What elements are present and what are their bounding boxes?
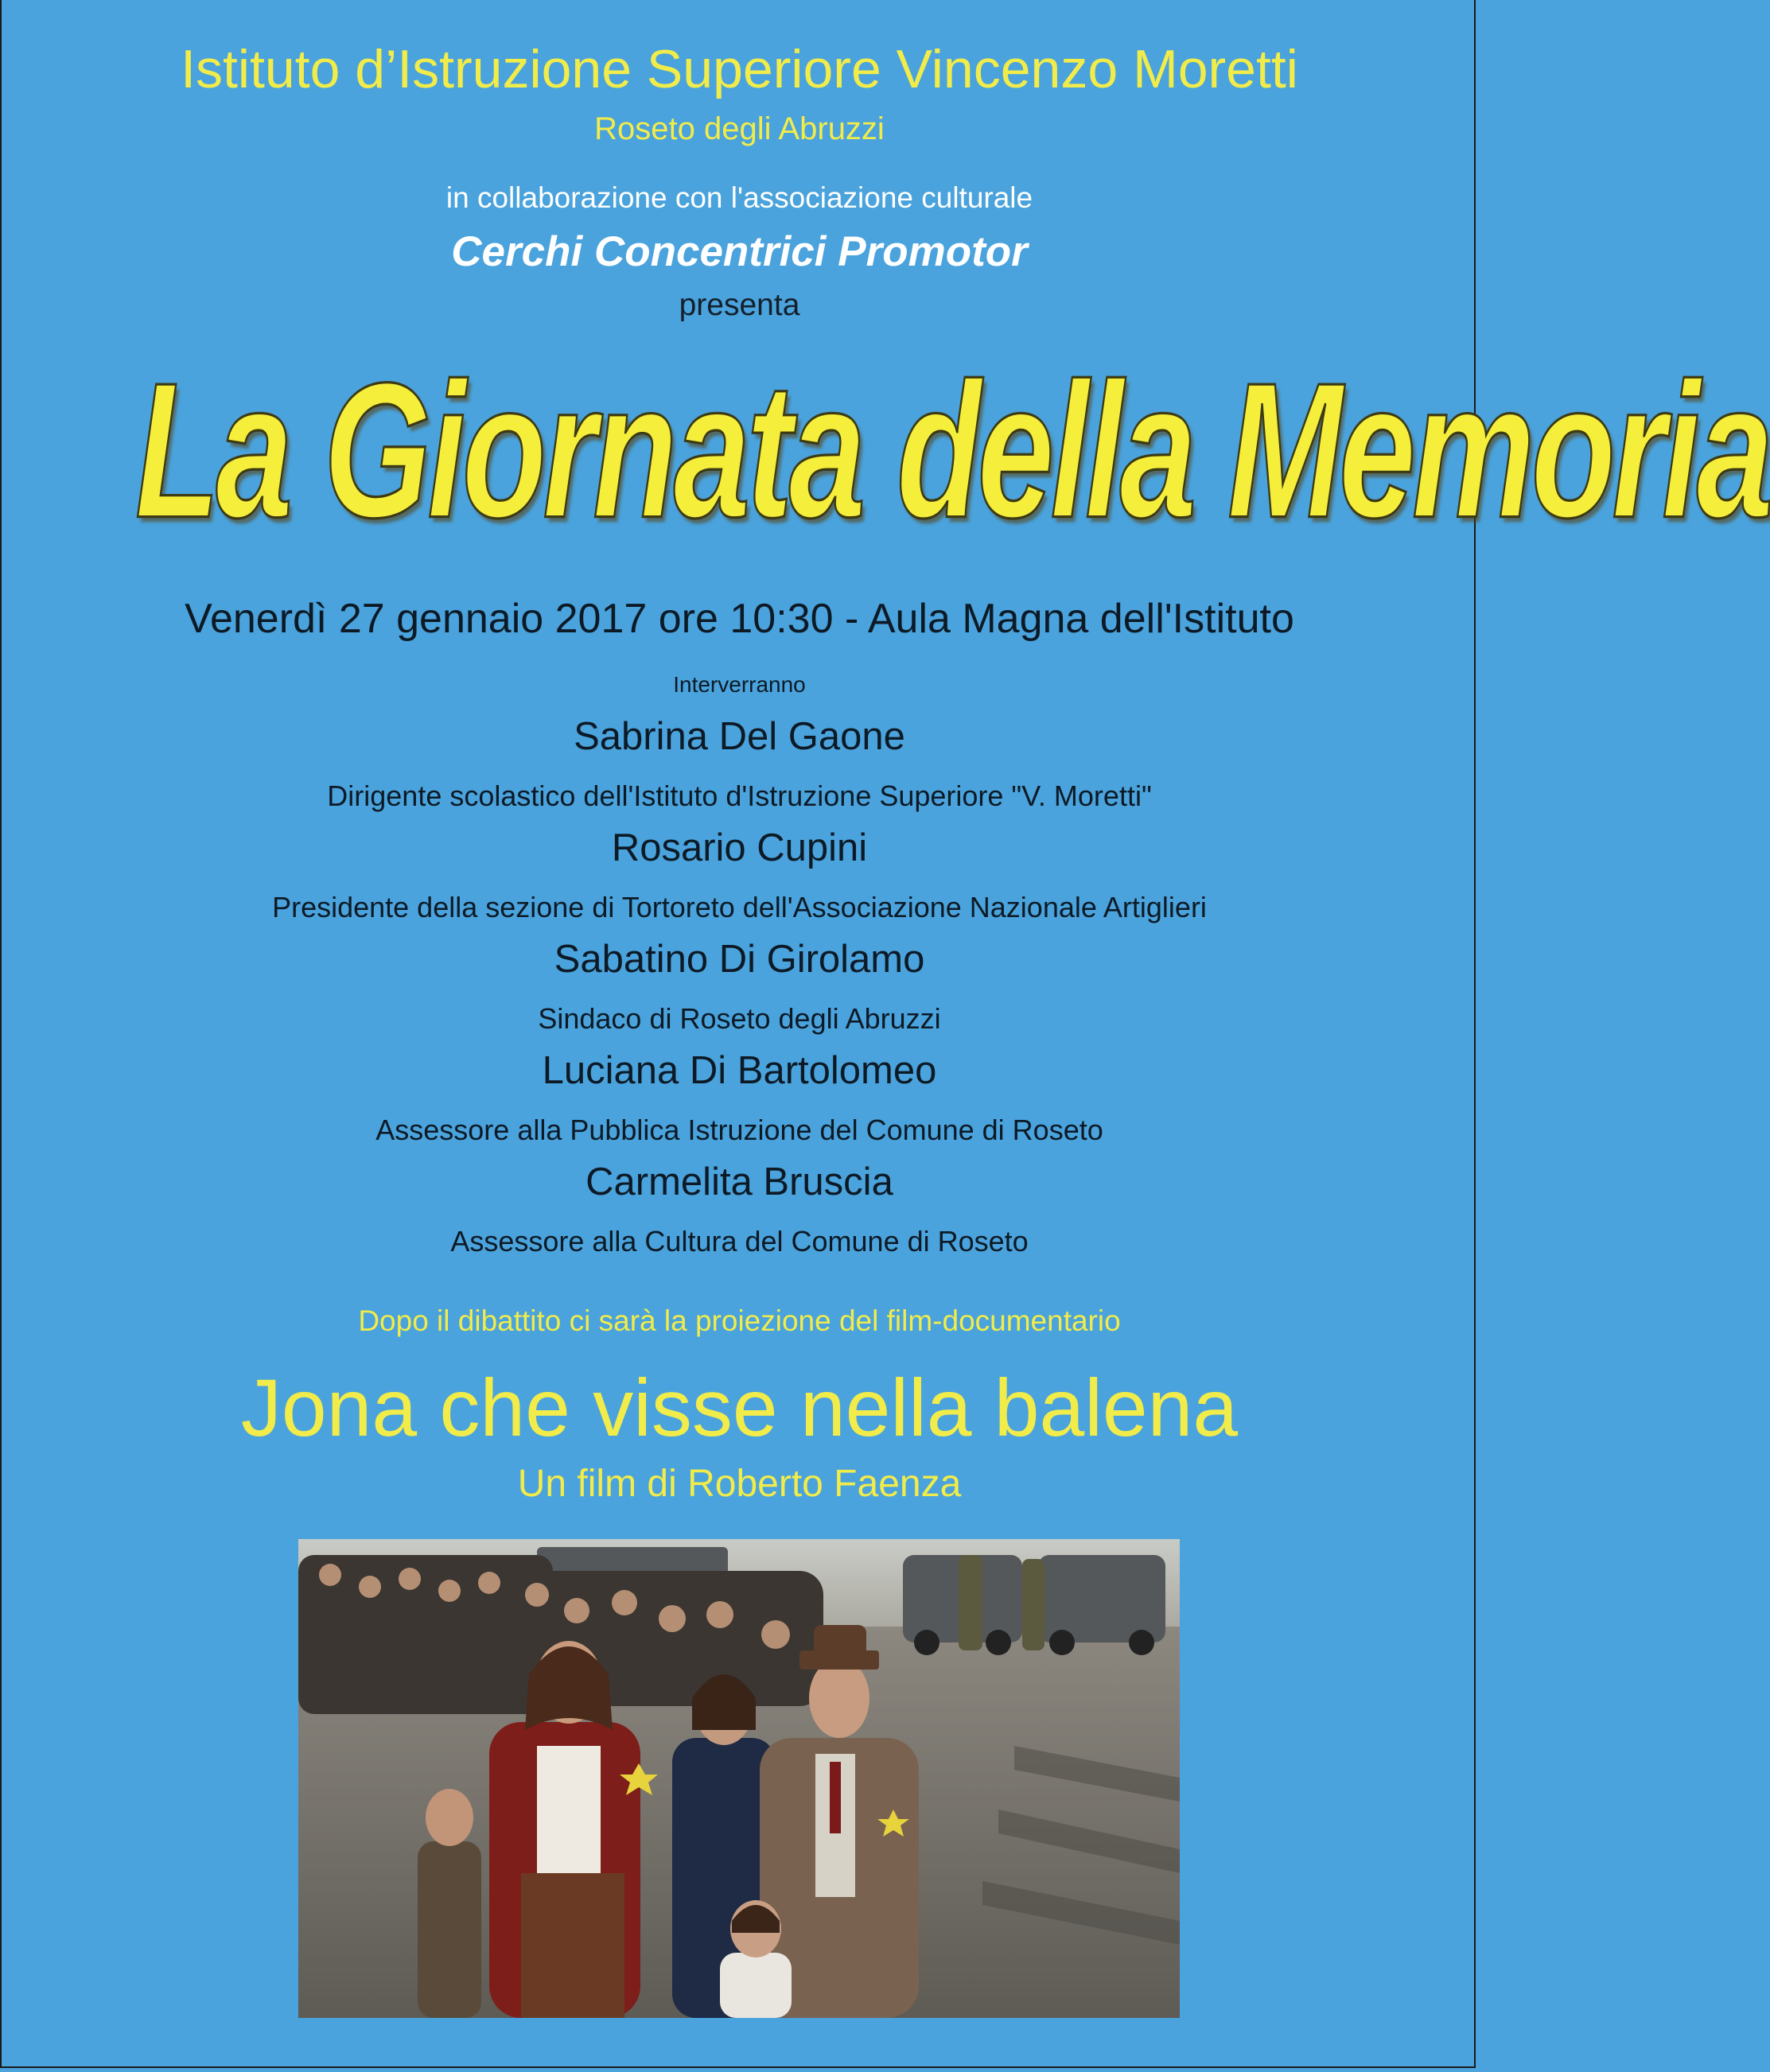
film-director: Un film di Roberto Faenza bbox=[517, 1463, 962, 1505]
speaker-role: Presidente della sezione di Tortoreto dell'Associazione Nazionale Artiglieri bbox=[272, 891, 1207, 923]
speakers-label: Interverranno bbox=[673, 672, 806, 697]
speaker-name: Rosario Cupini bbox=[611, 826, 868, 869]
association-name: Cerchi Concentrici Promotor bbox=[451, 228, 1028, 275]
event-dateline: Venerdì 27 gennaio 2017 ore 10:30 - Aula Magna dell'Istituto bbox=[185, 596, 1294, 642]
school-name: Istituto d’Istruzione Superiore Vincenzo Moretti bbox=[181, 39, 1298, 99]
speaker-role: Assessore alla Cultura del Comune di Roseto bbox=[450, 1225, 1029, 1258]
speaker-role: Assessore alla Pubblica Istruzione del Comune di Roseto bbox=[375, 1114, 1103, 1146]
event-title: La Giornata della Memoria bbox=[135, 342, 1770, 558]
speaker-name: Luciana Di Bartolomeo bbox=[542, 1049, 937, 1092]
speaker-role: Sindaco di Roseto degli Abruzzi bbox=[538, 1002, 941, 1035]
speaker-role: Dirigente scolastico dell'Istituto d'Istruzione Superiore "V. Moretti" bbox=[327, 779, 1152, 812]
film-title: Jona che visse nella balena bbox=[240, 1363, 1239, 1453]
speaker-name: Sabrina Del Gaone bbox=[574, 715, 905, 758]
school-city: Roseto degli Abruzzi bbox=[594, 111, 885, 146]
speaker-name: Sabatino Di Girolamo bbox=[554, 938, 925, 981]
screening-intro: Dopo il dibattito ci sarà la proiezione del film-documentario bbox=[358, 1304, 1121, 1337]
presents-line: presenta bbox=[679, 288, 800, 322]
film-still-photo-icon bbox=[298, 1539, 1180, 2018]
collaboration-line: in collaborazione con l'associazione culturale bbox=[445, 181, 1033, 214]
film-still-illustration bbox=[298, 1539, 1180, 2018]
speaker-name: Carmelita Bruscia bbox=[585, 1160, 893, 1203]
